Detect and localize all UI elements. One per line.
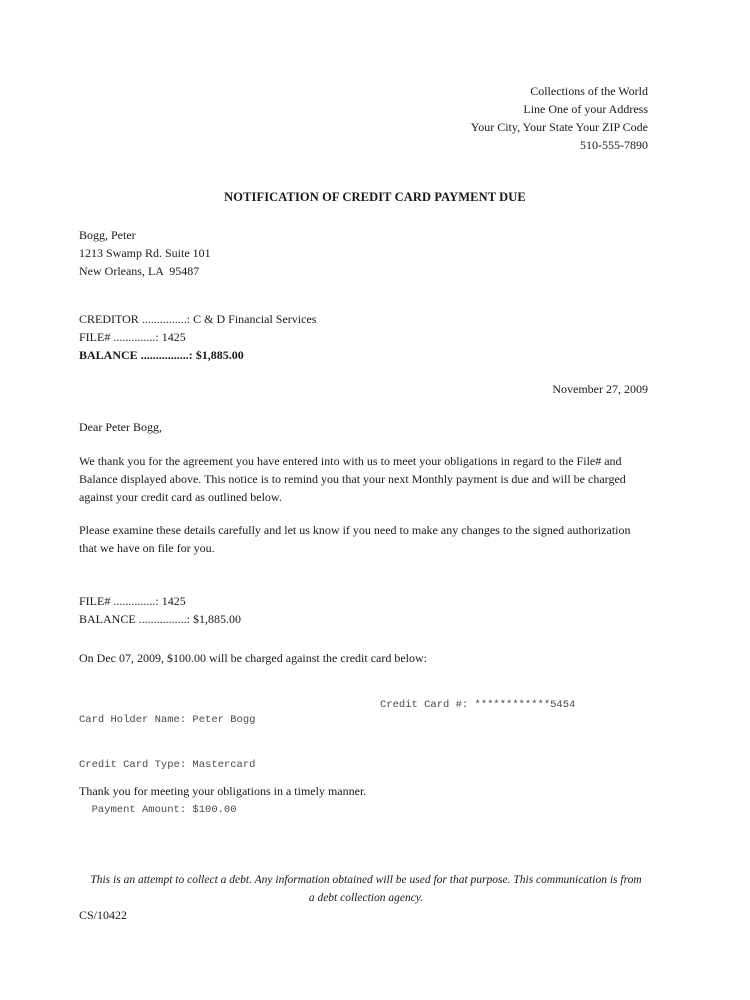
debt-collection-disclaimer: This is an attempt to collect a debt. Any information obtained will be used for that purpose. This communication is from a debt collection agency. <box>90 874 642 904</box>
sender-address-line2: Your City, Your State Your ZIP Code <box>470 120 648 134</box>
payment-amount-line: Payment Amount: $100.00 <box>79 804 237 816</box>
letter-title: NOTIFICATION OF CREDIT CARD PAYMENT DUE <box>224 190 526 204</box>
closing-line: Thank you for meeting your obligations in a timely manner. <box>79 784 367 798</box>
card-type-line: Credit Card Type: Mastercard <box>79 759 256 771</box>
file-value: 1425 <box>161 330 186 344</box>
salutation: Dear Peter Bogg, <box>79 420 162 434</box>
balance-dots: ................: <box>137 348 196 362</box>
creditor-label: CREDITOR <box>79 312 139 326</box>
sender-name: Collections of the World <box>530 84 648 98</box>
creditor-dots: ...............: <box>138 312 194 326</box>
balance-row <box>79 346 316 364</box>
card-number-line: Credit Card #: ************5454 <box>380 699 576 711</box>
body-paragraph-1: We thank you for the agreement you have entered into with us to meet your obligations in regard to the File# and Balance displayed above. This notice is to remind you that your next Monthly payment is due and will be charged against your credit card as outlined below. <box>79 454 626 504</box>
recipient-name: Bogg, Peter <box>79 228 136 242</box>
detail-balance-dots: ................: <box>135 612 194 626</box>
sender-address-block <box>471 82 648 154</box>
balance-value: $1,885.00 <box>195 348 244 362</box>
account-detail <box>79 592 241 628</box>
charge-notice: On Dec 07, 2009, $100.00 will be charged against the credit card below: <box>79 651 428 665</box>
detail-file-value: 1425 <box>161 594 186 608</box>
detail-file-row <box>79 592 241 610</box>
body-paragraph-2: Please examine these details carefully and let us know if you need to make any changes to the signed authorization that we have on file for you. <box>79 523 631 555</box>
sender-phone: 510-555-7890 <box>580 138 648 152</box>
balance-label: BALANCE <box>79 348 138 362</box>
creditor-row <box>79 310 316 328</box>
file-dots: ..............: <box>110 330 162 344</box>
detail-file-label: FILE# <box>79 594 111 608</box>
sender-address-line1: Line One of your Address <box>523 102 648 116</box>
card-holder-line: Card Holder Name: Peter Bogg <box>79 714 256 726</box>
detail-balance-label: BALANCE <box>79 612 136 626</box>
recipient-street: 1213 Swamp Rd. Suite 101 <box>79 246 211 260</box>
creditor-value: C & D Financial Services <box>193 312 317 326</box>
detail-balance-row <box>79 610 241 628</box>
letter-date: November 27, 2009 <box>552 382 648 396</box>
recipient-city-line: New Orleans, LA 95487 <box>79 264 200 278</box>
card-details <box>79 683 255 848</box>
recipient-address-block <box>79 226 211 280</box>
file-label: FILE# <box>79 330 111 344</box>
file-row <box>79 328 316 346</box>
reference-code: CS/10422 <box>79 908 128 922</box>
account-summary <box>79 310 316 364</box>
detail-balance-value: $1,885.00 <box>193 612 242 626</box>
detail-file-dots: ..............: <box>110 594 162 608</box>
